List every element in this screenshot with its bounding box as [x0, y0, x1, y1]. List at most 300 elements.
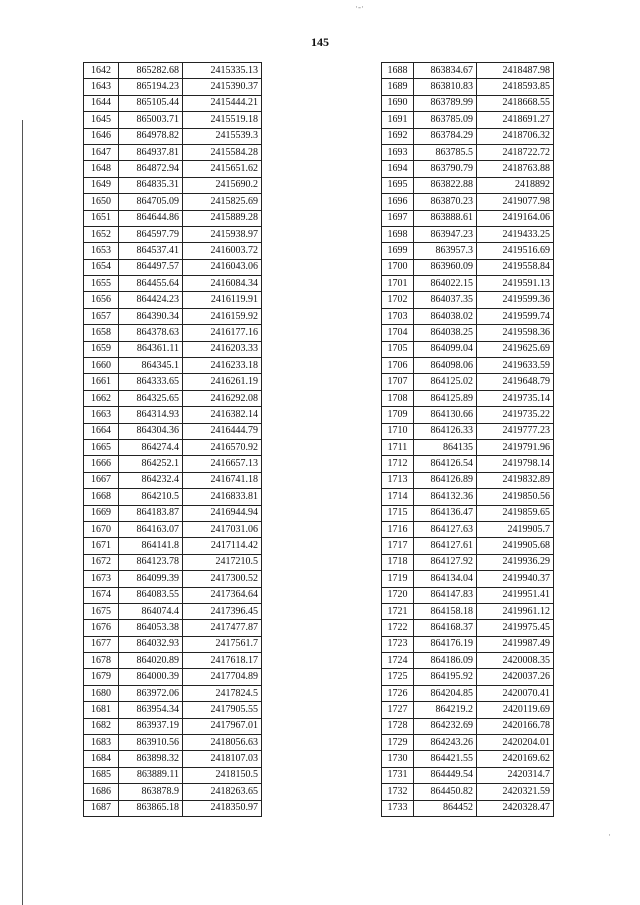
- table-row: [382, 177, 554, 193]
- point-number-cell: 1709: [382, 407, 414, 423]
- point-number-cell: 1717: [382, 538, 414, 554]
- y-coordinate-cell: 2415938.97: [183, 226, 262, 242]
- y-coordinate-cell: 2418706.32: [477, 128, 554, 144]
- y-coordinate-cell: 2417114.42: [183, 538, 262, 554]
- table-row: [382, 456, 554, 472]
- y-coordinate-cell: 2419433.25: [477, 226, 554, 242]
- x-coordinate-cell: 864168.37: [414, 620, 477, 636]
- table-row: [84, 521, 262, 537]
- y-coordinate-cell: 2420166.78: [477, 718, 554, 734]
- point-number-cell: 1714: [382, 489, 414, 505]
- table-row: [382, 79, 554, 95]
- table-row: [382, 784, 554, 800]
- point-number-cell: 1671: [84, 538, 119, 554]
- table-row: [84, 325, 262, 341]
- table-row: [84, 194, 262, 210]
- table-row: [84, 489, 262, 505]
- table-row: [84, 653, 262, 669]
- y-coordinate-cell: 2418056.63: [183, 735, 262, 751]
- point-number-cell: 1706: [382, 358, 414, 374]
- table-row: [84, 505, 262, 521]
- y-coordinate-cell: 2415584.28: [183, 144, 262, 160]
- y-coordinate-cell: 2417477.87: [183, 620, 262, 636]
- point-number-cell: 1730: [382, 751, 414, 767]
- table-row: [382, 800, 554, 816]
- x-coordinate-cell: 865003.71: [119, 112, 183, 128]
- y-coordinate-cell: 2415519.18: [183, 112, 262, 128]
- table-row: [382, 636, 554, 652]
- x-coordinate-cell: 863789.99: [414, 95, 477, 111]
- table-row: [382, 63, 554, 79]
- y-coordinate-cell: 2419905.68: [477, 538, 554, 554]
- y-coordinate-cell: 2419832.89: [477, 472, 554, 488]
- y-coordinate-cell: 2417300.52: [183, 571, 262, 587]
- table-row: [382, 718, 554, 734]
- table-row: [84, 390, 262, 406]
- y-coordinate-cell: 2420119.69: [477, 702, 554, 718]
- table-row: [84, 538, 262, 554]
- x-coordinate-cell: 864126.33: [414, 423, 477, 439]
- table-row: [84, 226, 262, 242]
- table-row: [84, 767, 262, 783]
- table-row: [382, 390, 554, 406]
- x-coordinate-cell: 863870.23: [414, 194, 477, 210]
- x-coordinate-cell: 864274.4: [119, 439, 183, 455]
- x-coordinate-cell: 864083.55: [119, 587, 183, 603]
- point-number-cell: 1676: [84, 620, 119, 636]
- x-coordinate-cell: 863784.29: [414, 128, 477, 144]
- x-coordinate-cell: 864597.79: [119, 226, 183, 242]
- table-row: [382, 489, 554, 505]
- point-number-cell: 1648: [84, 161, 119, 177]
- table-row: [84, 374, 262, 390]
- y-coordinate-cell: 2420070.41: [477, 685, 554, 701]
- table-body-right: [382, 63, 554, 817]
- point-number-cell: 1660: [84, 358, 119, 374]
- y-coordinate-cell: 2418150.5: [183, 767, 262, 783]
- table-row: [84, 276, 262, 292]
- point-number-cell: 1698: [382, 226, 414, 242]
- table-row: [84, 603, 262, 619]
- point-number-cell: 1731: [382, 767, 414, 783]
- point-number-cell: 1697: [382, 210, 414, 226]
- y-coordinate-cell: 2419558.84: [477, 259, 554, 275]
- table-row: [84, 259, 262, 275]
- point-number-cell: 1649: [84, 177, 119, 193]
- table-row: [84, 144, 262, 160]
- x-coordinate-cell: 864390.34: [119, 308, 183, 324]
- y-coordinate-cell: 2417364.64: [183, 587, 262, 603]
- x-coordinate-cell: 864098.06: [414, 358, 477, 374]
- y-coordinate-cell: 2419164.06: [477, 210, 554, 226]
- point-number-cell: 1729: [382, 735, 414, 751]
- y-coordinate-cell: 2419648.79: [477, 374, 554, 390]
- y-coordinate-cell: 2418892: [477, 177, 554, 193]
- y-coordinate-cell: 2419591.13: [477, 276, 554, 292]
- x-coordinate-cell: 864132.36: [414, 489, 477, 505]
- x-coordinate-cell: 863790.79: [414, 161, 477, 177]
- y-coordinate-cell: 2417561.7: [183, 636, 262, 652]
- point-number-cell: 1656: [84, 292, 119, 308]
- table-row: [84, 669, 262, 685]
- y-coordinate-cell: 2419905.7: [477, 521, 554, 537]
- point-number-cell: 1708: [382, 390, 414, 406]
- table-row: [382, 128, 554, 144]
- y-coordinate-cell: 2419735.22: [477, 407, 554, 423]
- x-coordinate-cell: 864176.19: [414, 636, 477, 652]
- y-coordinate-cell: 2416233.18: [183, 358, 262, 374]
- y-coordinate-cell: 2418487.98: [477, 63, 554, 79]
- y-coordinate-cell: 2420037.26: [477, 669, 554, 685]
- point-number-cell: 1695: [382, 177, 414, 193]
- table-row: [84, 177, 262, 193]
- point-number-cell: 1684: [84, 751, 119, 767]
- table-row: [382, 620, 554, 636]
- table-row: [382, 95, 554, 111]
- y-coordinate-cell: 2419850.56: [477, 489, 554, 505]
- x-coordinate-cell: 864032.93: [119, 636, 183, 652]
- x-coordinate-cell: 863972.06: [119, 685, 183, 701]
- x-coordinate-cell: 865282.68: [119, 63, 183, 79]
- point-number-cell: 1650: [84, 194, 119, 210]
- y-coordinate-cell: 2420321.59: [477, 784, 554, 800]
- point-number-cell: 1658: [84, 325, 119, 341]
- table-row: [382, 194, 554, 210]
- y-coordinate-cell: 2416119.91: [183, 292, 262, 308]
- point-number-cell: 1703: [382, 308, 414, 324]
- point-number-cell: 1673: [84, 571, 119, 587]
- x-coordinate-cell: 864053.38: [119, 620, 183, 636]
- table-row: [84, 95, 262, 111]
- table-row: [382, 767, 554, 783]
- point-number-cell: 1670: [84, 521, 119, 537]
- x-coordinate-cell: 864186.09: [414, 653, 477, 669]
- table-row: [84, 636, 262, 652]
- y-coordinate-cell: 2418722.72: [477, 144, 554, 160]
- x-coordinate-cell: 863785.09: [414, 112, 477, 128]
- point-number-cell: 1692: [382, 128, 414, 144]
- point-number-cell: 1727: [382, 702, 414, 718]
- x-coordinate-cell: 864099.39: [119, 571, 183, 587]
- table-row: [84, 587, 262, 603]
- y-coordinate-cell: 2415335.13: [183, 63, 262, 79]
- x-coordinate-cell: 864123.78: [119, 554, 183, 570]
- point-number-cell: 1724: [382, 653, 414, 669]
- y-coordinate-cell: 2416203.33: [183, 341, 262, 357]
- x-coordinate-cell: 864125.02: [414, 374, 477, 390]
- table-row: [84, 63, 262, 79]
- point-number-cell: 1665: [84, 439, 119, 455]
- table-row: [382, 587, 554, 603]
- point-number-cell: 1681: [84, 702, 119, 718]
- y-coordinate-cell: 2417967.01: [183, 718, 262, 734]
- x-coordinate-cell: 864127.92: [414, 554, 477, 570]
- y-coordinate-cell: 2417396.45: [183, 603, 262, 619]
- point-number-cell: 1721: [382, 603, 414, 619]
- x-coordinate-cell: 863957.3: [414, 243, 477, 259]
- y-coordinate-cell: 2420314.7: [477, 767, 554, 783]
- x-coordinate-cell: 864345.1: [119, 358, 183, 374]
- point-number-cell: 1669: [84, 505, 119, 521]
- y-coordinate-cell: 2418691.27: [477, 112, 554, 128]
- x-coordinate-cell: 864158.18: [414, 603, 477, 619]
- binding-margin-line: [22, 120, 23, 905]
- point-number-cell: 1646: [84, 128, 119, 144]
- x-coordinate-cell: 863810.83: [414, 79, 477, 95]
- table-row: [382, 702, 554, 718]
- y-coordinate-cell: 2415825.69: [183, 194, 262, 210]
- y-coordinate-cell: 2417824.5: [183, 685, 262, 701]
- point-number-cell: 1652: [84, 226, 119, 242]
- point-number-cell: 1643: [84, 79, 119, 95]
- table-row: [382, 505, 554, 521]
- x-coordinate-cell: 863947.23: [414, 226, 477, 242]
- x-coordinate-cell: 863898.32: [119, 751, 183, 767]
- point-number-cell: 1710: [382, 423, 414, 439]
- table-row: [382, 685, 554, 701]
- x-coordinate-cell: 864099.04: [414, 341, 477, 357]
- x-coordinate-cell: 864163.07: [119, 521, 183, 537]
- point-number-cell: 1705: [382, 341, 414, 357]
- x-coordinate-cell: 864127.61: [414, 538, 477, 554]
- point-number-cell: 1699: [382, 243, 414, 259]
- y-coordinate-cell: 2417905.55: [183, 702, 262, 718]
- table-row: [84, 161, 262, 177]
- x-coordinate-cell: 863937.19: [119, 718, 183, 734]
- y-coordinate-cell: 2419777.23: [477, 423, 554, 439]
- y-coordinate-cell: 2419940.37: [477, 571, 554, 587]
- x-coordinate-cell: 864705.09: [119, 194, 183, 210]
- y-coordinate-cell: 2420328.47: [477, 800, 554, 816]
- table-row: [84, 210, 262, 226]
- point-number-cell: 1720: [382, 587, 414, 603]
- x-coordinate-cell: 863834.67: [414, 63, 477, 79]
- x-coordinate-cell: 864126.54: [414, 456, 477, 472]
- y-coordinate-cell: 2419936.29: [477, 554, 554, 570]
- coordinates-table-left: [83, 62, 262, 817]
- table-row: [382, 259, 554, 275]
- table-row: [84, 718, 262, 734]
- point-number-cell: 1664: [84, 423, 119, 439]
- y-coordinate-cell: 2415390.37: [183, 79, 262, 95]
- x-coordinate-cell: 864130.66: [414, 407, 477, 423]
- table-row: [382, 226, 554, 242]
- point-number-cell: 1719: [382, 571, 414, 587]
- table-row: [84, 112, 262, 128]
- point-number-cell: 1690: [382, 95, 414, 111]
- y-coordinate-cell: 2418350.97: [183, 800, 262, 816]
- x-coordinate-cell: 864210.5: [119, 489, 183, 505]
- point-number-cell: 1654: [84, 259, 119, 275]
- point-number-cell: 1674: [84, 587, 119, 603]
- y-coordinate-cell: 2420169.62: [477, 751, 554, 767]
- x-coordinate-cell: 864037.35: [414, 292, 477, 308]
- table-row: [84, 439, 262, 455]
- table-row: [84, 341, 262, 357]
- table-row: [84, 554, 262, 570]
- x-coordinate-cell: 864126.89: [414, 472, 477, 488]
- x-coordinate-cell: 864361.11: [119, 341, 183, 357]
- point-number-cell: 1667: [84, 472, 119, 488]
- x-coordinate-cell: 864204.85: [414, 685, 477, 701]
- point-number-cell: 1723: [382, 636, 414, 652]
- table-row: [84, 751, 262, 767]
- y-coordinate-cell: 2418263.65: [183, 784, 262, 800]
- x-coordinate-cell: 864497.57: [119, 259, 183, 275]
- table-row: [84, 735, 262, 751]
- point-number-cell: 1701: [382, 276, 414, 292]
- point-number-cell: 1725: [382, 669, 414, 685]
- point-number-cell: 1693: [382, 144, 414, 160]
- table-row: [382, 341, 554, 357]
- point-number-cell: 1696: [382, 194, 414, 210]
- y-coordinate-cell: 2416084.34: [183, 276, 262, 292]
- point-number-cell: 1726: [382, 685, 414, 701]
- point-number-cell: 1691: [382, 112, 414, 128]
- x-coordinate-cell: 864835.31: [119, 177, 183, 193]
- point-number-cell: 1677: [84, 636, 119, 652]
- x-coordinate-cell: 864022.15: [414, 276, 477, 292]
- table-row: [382, 603, 554, 619]
- table-row: [84, 456, 262, 472]
- table-row: [382, 144, 554, 160]
- y-coordinate-cell: 2419735.14: [477, 390, 554, 406]
- table-row: [382, 472, 554, 488]
- y-coordinate-cell: 2416177.16: [183, 325, 262, 341]
- x-coordinate-cell: 864074.4: [119, 603, 183, 619]
- y-coordinate-cell: 2419633.59: [477, 358, 554, 374]
- x-coordinate-cell: 864038.02: [414, 308, 477, 324]
- point-number-cell: 1659: [84, 341, 119, 357]
- x-coordinate-cell: 864449.54: [414, 767, 477, 783]
- table-row: [382, 161, 554, 177]
- y-coordinate-cell: 2417031.06: [183, 521, 262, 537]
- y-coordinate-cell: 2416657.13: [183, 456, 262, 472]
- point-number-cell: 1663: [84, 407, 119, 423]
- point-number-cell: 1642: [84, 63, 119, 79]
- x-coordinate-cell: 864243.26: [414, 735, 477, 751]
- x-coordinate-cell: 863954.34: [119, 702, 183, 718]
- y-coordinate-cell: 2417704.89: [183, 669, 262, 685]
- table-row: [382, 210, 554, 226]
- table-row: [382, 112, 554, 128]
- y-coordinate-cell: 2418763.88: [477, 161, 554, 177]
- table-row: [382, 554, 554, 570]
- y-coordinate-cell: 2419951.41: [477, 587, 554, 603]
- x-coordinate-cell: 863910.56: [119, 735, 183, 751]
- y-coordinate-cell: 2419516.69: [477, 243, 554, 259]
- table-row: [84, 292, 262, 308]
- x-coordinate-cell: 864978.82: [119, 128, 183, 144]
- table-row: [84, 308, 262, 324]
- x-coordinate-cell: 864195.92: [414, 669, 477, 685]
- x-coordinate-cell: 864872.94: [119, 161, 183, 177]
- y-coordinate-cell: 2418107.03: [183, 751, 262, 767]
- x-coordinate-cell: 864136.47: [414, 505, 477, 521]
- y-coordinate-cell: 2419625.69: [477, 341, 554, 357]
- y-coordinate-cell: 2416003.72: [183, 243, 262, 259]
- table-row: [382, 521, 554, 537]
- table-row: [382, 374, 554, 390]
- table-row: [84, 702, 262, 718]
- table-row: [84, 358, 262, 374]
- x-coordinate-cell: 864252.1: [119, 456, 183, 472]
- y-coordinate-cell: 2416292.08: [183, 390, 262, 406]
- point-number-cell: 1678: [84, 653, 119, 669]
- point-number-cell: 1702: [382, 292, 414, 308]
- point-number-cell: 1704: [382, 325, 414, 341]
- x-coordinate-cell: 864455.64: [119, 276, 183, 292]
- point-number-cell: 1686: [84, 784, 119, 800]
- point-number-cell: 1718: [382, 554, 414, 570]
- table-row: [84, 243, 262, 259]
- table-row: [382, 407, 554, 423]
- y-coordinate-cell: 2419961.12: [477, 603, 554, 619]
- point-number-cell: 1732: [382, 784, 414, 800]
- x-coordinate-cell: 863888.61: [414, 210, 477, 226]
- point-number-cell: 1645: [84, 112, 119, 128]
- point-number-cell: 1651: [84, 210, 119, 226]
- point-number-cell: 1700: [382, 259, 414, 275]
- point-number-cell: 1687: [84, 800, 119, 816]
- point-number-cell: 1716: [382, 521, 414, 537]
- table-row: [382, 571, 554, 587]
- point-number-cell: 1666: [84, 456, 119, 472]
- table-row: [84, 423, 262, 439]
- y-coordinate-cell: 2416741.18: [183, 472, 262, 488]
- x-coordinate-cell: 864424.23: [119, 292, 183, 308]
- x-coordinate-cell: 864537.41: [119, 243, 183, 259]
- y-coordinate-cell: 2415690.2: [183, 177, 262, 193]
- x-coordinate-cell: 864020.89: [119, 653, 183, 669]
- point-number-cell: 1680: [84, 685, 119, 701]
- table-row: [382, 276, 554, 292]
- point-number-cell: 1662: [84, 390, 119, 406]
- x-coordinate-cell: 864147.83: [414, 587, 477, 603]
- y-coordinate-cell: 2417210.5: [183, 554, 262, 570]
- x-coordinate-cell: 864038.25: [414, 325, 477, 341]
- point-number-cell: 1688: [382, 63, 414, 79]
- y-coordinate-cell: 2416043.06: [183, 259, 262, 275]
- point-number-cell: 1713: [382, 472, 414, 488]
- y-coordinate-cell: 2418668.55: [477, 95, 554, 111]
- y-coordinate-cell: 2415444.21: [183, 95, 262, 111]
- table-row: [84, 685, 262, 701]
- x-coordinate-cell: 864134.04: [414, 571, 477, 587]
- point-number-cell: 1657: [84, 308, 119, 324]
- point-number-cell: 1655: [84, 276, 119, 292]
- point-number-cell: 1644: [84, 95, 119, 111]
- table-row: [382, 308, 554, 324]
- table-body-left: [84, 63, 262, 817]
- y-coordinate-cell: 2417618.17: [183, 653, 262, 669]
- x-coordinate-cell: 864141.8: [119, 538, 183, 554]
- table-row: [382, 653, 554, 669]
- table-row: [382, 325, 554, 341]
- x-coordinate-cell: 864644.86: [119, 210, 183, 226]
- y-coordinate-cell: 2416570.92: [183, 439, 262, 455]
- y-coordinate-cell: 2416944.94: [183, 505, 262, 521]
- y-coordinate-cell: 2419798.14: [477, 456, 554, 472]
- point-number-cell: 1668: [84, 489, 119, 505]
- page-number: 145: [311, 35, 329, 49]
- point-number-cell: 1711: [382, 439, 414, 455]
- point-number-cell: 1694: [382, 161, 414, 177]
- x-coordinate-cell: 864304.36: [119, 423, 183, 439]
- x-coordinate-cell: 864000.39: [119, 669, 183, 685]
- y-coordinate-cell: 2416382.14: [183, 407, 262, 423]
- table-row: [382, 292, 554, 308]
